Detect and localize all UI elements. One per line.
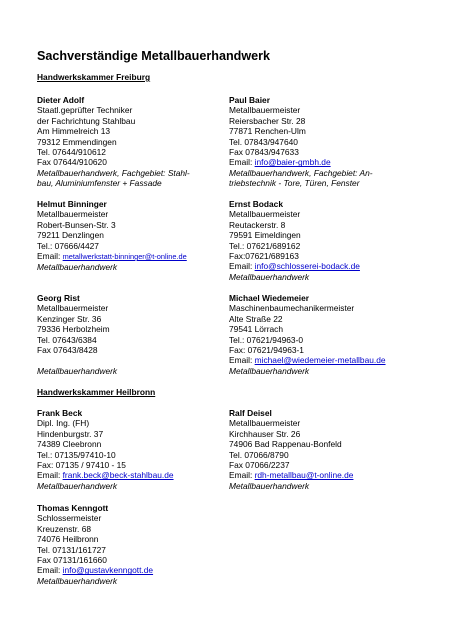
entry-line: Fax: 07621/94963-1 <box>229 345 304 356</box>
entry-line: Fax 07066/2237 <box>229 460 290 471</box>
entry-line: Dipl. Ing. (FH) <box>37 418 90 429</box>
entry-line: Tel. 07644/910612 <box>37 147 106 158</box>
entry-email-line <box>37 251 227 262</box>
entry-email-line <box>229 355 419 365</box>
entry-line: 77871 Renchen-Ulm <box>229 126 306 137</box>
entry-line: Kreuzenstr. 68 <box>37 523 92 534</box>
entry-line: Fax:07621/689163 <box>229 251 299 262</box>
entry-line: Tel. 07131/161727 <box>37 544 106 555</box>
entry-line: 79541 Lörrach <box>229 324 284 335</box>
entry-line: Reiersbacher Str. 28 <box>229 115 306 126</box>
entry-georg-rist <box>37 293 227 376</box>
entry-line: der Fachrichtung Stahlbau <box>37 115 136 126</box>
entry-name: Frank Beck <box>37 408 83 418</box>
entry-specialty: Metallbauerhandwerk <box>37 575 118 586</box>
entry-specialty: Metallbauerhandwerk, Fachgebiet: Stahl- <box>37 167 190 178</box>
entry-email-line <box>37 565 227 575</box>
entry-specialty: triebstechnik - Tore, Türen, Fenster <box>229 178 360 189</box>
entry-line: Reutackerstr. 8 <box>229 219 286 230</box>
entry-michael-wiedemeier <box>229 293 419 376</box>
entry-line: 79336 Herbolzheim <box>37 324 110 335</box>
entry-name: Thomas Kenngott <box>37 503 109 513</box>
entry-specialty: bau, Aluminiumfenster + Fassade <box>37 178 162 189</box>
entry-line: Tel.: 07621/689162 <box>229 240 301 251</box>
entry-line: Am Himmelreich 13 <box>37 126 111 137</box>
email-label: Email: <box>229 355 253 366</box>
email-label: Email: <box>37 470 61 481</box>
entry-specialty: Metallbauerhandwerk <box>37 365 118 376</box>
entry-line: 79312 Emmendingen <box>37 136 117 147</box>
page-title: Sachverständige Metallbauerhandwerk <box>37 49 271 63</box>
entry-line: Robert-Bunsen-Str. 3 <box>37 219 116 230</box>
entry-line: Fax 07843/947633 <box>229 147 299 158</box>
entry-specialty: Metallbauerhandwerk <box>37 262 118 273</box>
entry-name: Paul Baier <box>229 95 270 105</box>
entry-specialty: Metallbauerhandwerk <box>229 480 310 491</box>
entry-helmut-binninger <box>37 199 227 273</box>
entry-line: Metallbauermeister <box>37 303 109 314</box>
entry-paul-baier <box>229 95 419 189</box>
entry-line: Tel. 07643/6384 <box>37 334 97 345</box>
entry-email-line <box>229 470 419 480</box>
entry-email-line <box>37 470 227 480</box>
entry-line: 79211 Denzlingen <box>37 230 104 241</box>
entry-name: Ralf Deisel <box>229 408 272 418</box>
entry-name: Ernst Bodack <box>229 199 283 209</box>
entry-line: Fax 07644/910620 <box>37 157 107 168</box>
entry-line: 74389 Cleebronn <box>37 439 102 450</box>
entry-line: Tel. 07066/8790 <box>229 449 289 460</box>
section-heading-heilbronn: Handwerkskammer Heilbronn <box>37 387 156 397</box>
entry-line: Fax: 07135 / 97410 - 15 <box>37 460 126 471</box>
entry-line: Metallbauermeister <box>229 105 301 116</box>
email-link[interactable]: frank.beck@beck-stahlbau.de <box>62 470 174 481</box>
entry-email-line <box>229 157 419 167</box>
email-link[interactable]: michael@wiedemeier-metallbau.de <box>254 355 386 366</box>
entry-line: Metallbauermeister <box>37 209 109 220</box>
section-heading-freiburg: Handwerkskammer Freiburg <box>37 72 151 82</box>
email-label: Email: <box>37 251 61 262</box>
entry-name: Michael Wiedemeier <box>229 293 309 303</box>
entry-line: 79591 Eimeldingen <box>229 230 301 241</box>
email-link[interactable]: metallwerkstatt-binninger@t-online.de <box>62 252 187 262</box>
entry-line: Tel.: 07621/94963-0 <box>229 334 304 345</box>
entry-ralf-deisel <box>229 408 419 491</box>
email-link[interactable]: rdh-metallbau@t-online.de <box>254 470 354 481</box>
email-link[interactable]: info@schlosserei-bodack.de <box>254 261 360 272</box>
entry-specialty: Metallbauerhandwerk <box>229 365 310 376</box>
entry-name: Dieter Adolf <box>37 95 85 105</box>
entry-line: Maschinenbaumechanikermeister <box>229 303 355 314</box>
entry-thomas-kenngott <box>37 503 227 586</box>
entry-name: Georg Rist <box>37 293 80 303</box>
email-label: Email: <box>229 470 253 481</box>
entry-line: 74076 Heilbronn <box>37 534 99 545</box>
entry-line: Metallbauermeister <box>229 418 301 429</box>
entry-line: Tel.: 07666/4427 <box>37 240 99 251</box>
entry-line: Fax 07131/161660 <box>37 555 107 566</box>
entry-line: Hindenburgstr. 37 <box>37 428 104 439</box>
entry-line: Metallbauermeister <box>229 209 301 220</box>
email-link[interactable]: info@gustavkenngott.de <box>62 565 154 576</box>
email-link[interactable]: info@baier-gmbh.de <box>254 157 331 168</box>
entry-specialty: Metallbauerhandwerk <box>37 480 118 491</box>
entry-line: Schlossermeister <box>37 513 102 524</box>
entry-name: Helmut Binninger <box>37 199 107 209</box>
entry-specialty: Metallbauerhandwerk <box>229 271 310 282</box>
entry-line: Kirchhauser Str. 26 <box>229 428 301 439</box>
email-label: Email: <box>229 157 253 168</box>
entry-ernst-bodack <box>229 199 419 282</box>
entry-line: Tel. 07843/947640 <box>229 136 298 147</box>
email-label: Email: <box>229 261 253 272</box>
entry-line: Fax 07643/8428 <box>37 345 98 356</box>
entry-frank-beck <box>37 408 227 491</box>
entry-email-line <box>229 261 419 271</box>
entry-specialty: Metallbauerhandwerk, Fachgebiet: An- <box>229 167 373 178</box>
entry-line: 74906 Bad Rappenau-Bonfeld <box>229 439 342 450</box>
email-label: Email: <box>37 565 61 576</box>
entry-line: Alte Straße 22 <box>229 313 283 324</box>
entry-line: Tel.: 07135/97410-10 <box>37 449 116 460</box>
entry-dieter-adolf <box>37 95 227 189</box>
entry-line: Kenzinger Str. 36 <box>37 313 102 324</box>
entry-line: Staatl.geprüfter Techniker <box>37 105 133 116</box>
